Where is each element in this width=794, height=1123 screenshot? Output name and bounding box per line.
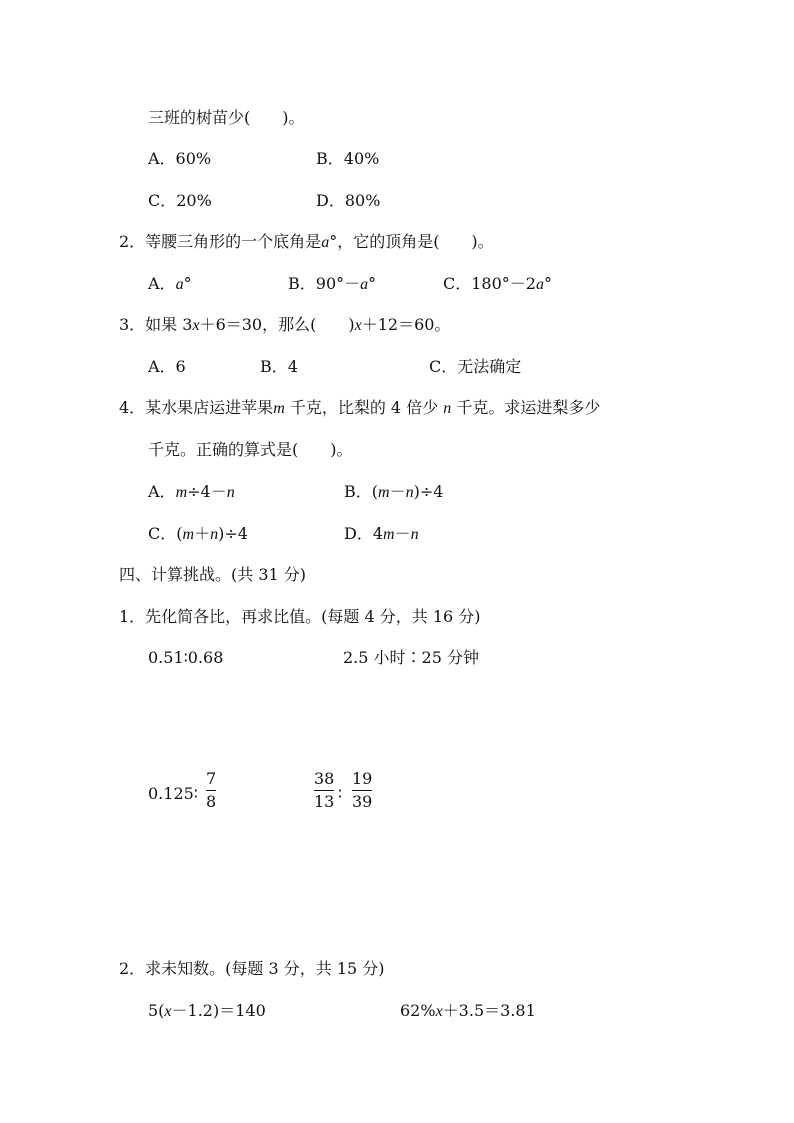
question-4 xyxy=(119,398,600,419)
fraction-numerator: 38 xyxy=(314,769,335,788)
eq1-pre: 5( xyxy=(148,1001,165,1020)
q2-b-unit: ° xyxy=(368,274,377,293)
q3-option-a: A．6 xyxy=(148,357,186,376)
q4-b-op: － xyxy=(389,482,406,501)
q2-text-post: °，它的顶角是( )。 xyxy=(329,232,494,251)
q4-c-m: m xyxy=(182,526,195,543)
q4-c-label: C．( xyxy=(148,524,183,543)
q4-b-label: B．( xyxy=(344,482,379,501)
q2-b-var: a xyxy=(360,276,369,293)
q2-a-unit: ° xyxy=(183,274,192,293)
q4-var-m: m xyxy=(273,400,285,417)
ratio-4-fraction-2 xyxy=(352,770,372,811)
ratio-3-fraction xyxy=(206,770,216,811)
question-tail: 三班的树苗少( )。 xyxy=(148,108,305,127)
q4-option-c xyxy=(148,524,248,545)
q4-c-op: ＋ xyxy=(194,524,211,543)
fraction-bar xyxy=(206,790,216,791)
q4-a-op: ÷4－ xyxy=(187,482,227,501)
q3-option-b: B．4 xyxy=(260,357,298,376)
equation-1 xyxy=(148,1001,266,1022)
question-2 xyxy=(119,232,494,253)
fraction-bar xyxy=(314,790,334,791)
q4-text-pre: 4．某水果店运进苹果 xyxy=(119,398,274,417)
option-b: B．40% xyxy=(316,149,380,168)
eq1-post: －1.2)＝140 xyxy=(171,1001,266,1020)
option-a: A．60% xyxy=(148,149,212,168)
q4-var-n: n xyxy=(443,400,452,417)
ratio-3-whole: 0.125∶ xyxy=(148,784,198,803)
q3-text-mid: ＋6＝30，那么( ) xyxy=(199,315,355,334)
q4-d-label: D．4 xyxy=(344,524,384,543)
q4-b-m: m xyxy=(378,484,390,501)
eq2-var: x xyxy=(435,1003,443,1020)
q3-text-post: ＋12＝60。 xyxy=(361,315,451,334)
q3-var-1: x xyxy=(192,317,200,334)
q2-c-label: C．180°－2 xyxy=(443,274,536,293)
q4-a-n: n xyxy=(226,484,235,501)
eq2-pre: 62% xyxy=(400,1001,436,1020)
q4-b-n: n xyxy=(405,484,414,501)
question-3 xyxy=(119,315,450,336)
q4-d-m: m xyxy=(383,526,395,543)
eq1-var: x xyxy=(164,1003,172,1020)
q4-d-op: － xyxy=(394,524,411,543)
q2-a-label: A． xyxy=(148,274,176,293)
q2-a-var: a xyxy=(175,276,184,293)
q2-option-c xyxy=(443,274,552,295)
q4-a-m: m xyxy=(175,484,188,501)
q2-option-b xyxy=(288,274,376,295)
q2-text-pre: 2．等腰三角形的一个底角是 xyxy=(119,232,322,251)
fraction-denominator: 39 xyxy=(352,792,373,811)
option-d: D．80% xyxy=(316,191,381,210)
q4-a-label: A． xyxy=(148,482,176,501)
q4-b-post: )÷4 xyxy=(413,482,444,501)
q3-option-c: C．无法确定 xyxy=(429,357,522,376)
fraction-denominator: 13 xyxy=(314,792,335,811)
q4-option-a xyxy=(148,482,235,503)
q4-line-2: 千克。正确的算式是( )。 xyxy=(148,440,353,459)
equation-2 xyxy=(400,1001,536,1022)
part-2-title: 2．求未知数。(每题 3 分，共 15 分) xyxy=(119,959,385,978)
ratio-4-fraction-1 xyxy=(314,770,334,811)
fraction-numerator: 19 xyxy=(352,769,373,788)
ratio-1: 0.51∶0.68 xyxy=(148,648,224,667)
q4-c-n: n xyxy=(210,526,219,543)
fraction-numerator: 7 xyxy=(206,769,217,788)
fraction-denominator: 8 xyxy=(206,792,217,811)
q2-b-label: B．90°－ xyxy=(288,274,361,293)
q2-c-var: a xyxy=(535,276,544,293)
fraction-bar xyxy=(352,790,372,791)
q4-text-mid: 千克，比梨的 4 倍少 xyxy=(284,398,444,417)
q4-text-post: 千克。求运进梨多少 xyxy=(451,398,601,417)
option-c: C．20% xyxy=(148,191,212,210)
ratio-4-colon: ∶ xyxy=(338,784,343,803)
q2-var: a xyxy=(321,234,330,251)
q3-var-2: x xyxy=(354,317,362,334)
eq2-post: ＋3.5＝3.81 xyxy=(442,1001,536,1020)
ratio-2: 2.5 小时∶25 分钟 xyxy=(343,648,479,667)
q4-c-post: )÷4 xyxy=(218,524,248,543)
q4-option-b xyxy=(344,482,443,503)
q2-c-unit: ° xyxy=(543,274,552,293)
section-title: 四、计算挑战。(共 31 分) xyxy=(119,565,307,584)
part-1-title: 1．先化简各比，再求比值。(每题 4 分，共 16 分) xyxy=(119,607,481,626)
q2-option-a xyxy=(148,274,192,295)
q3-text-pre: 3．如果 3 xyxy=(119,315,193,334)
q4-option-d xyxy=(344,524,419,545)
q4-d-n: n xyxy=(410,526,419,543)
